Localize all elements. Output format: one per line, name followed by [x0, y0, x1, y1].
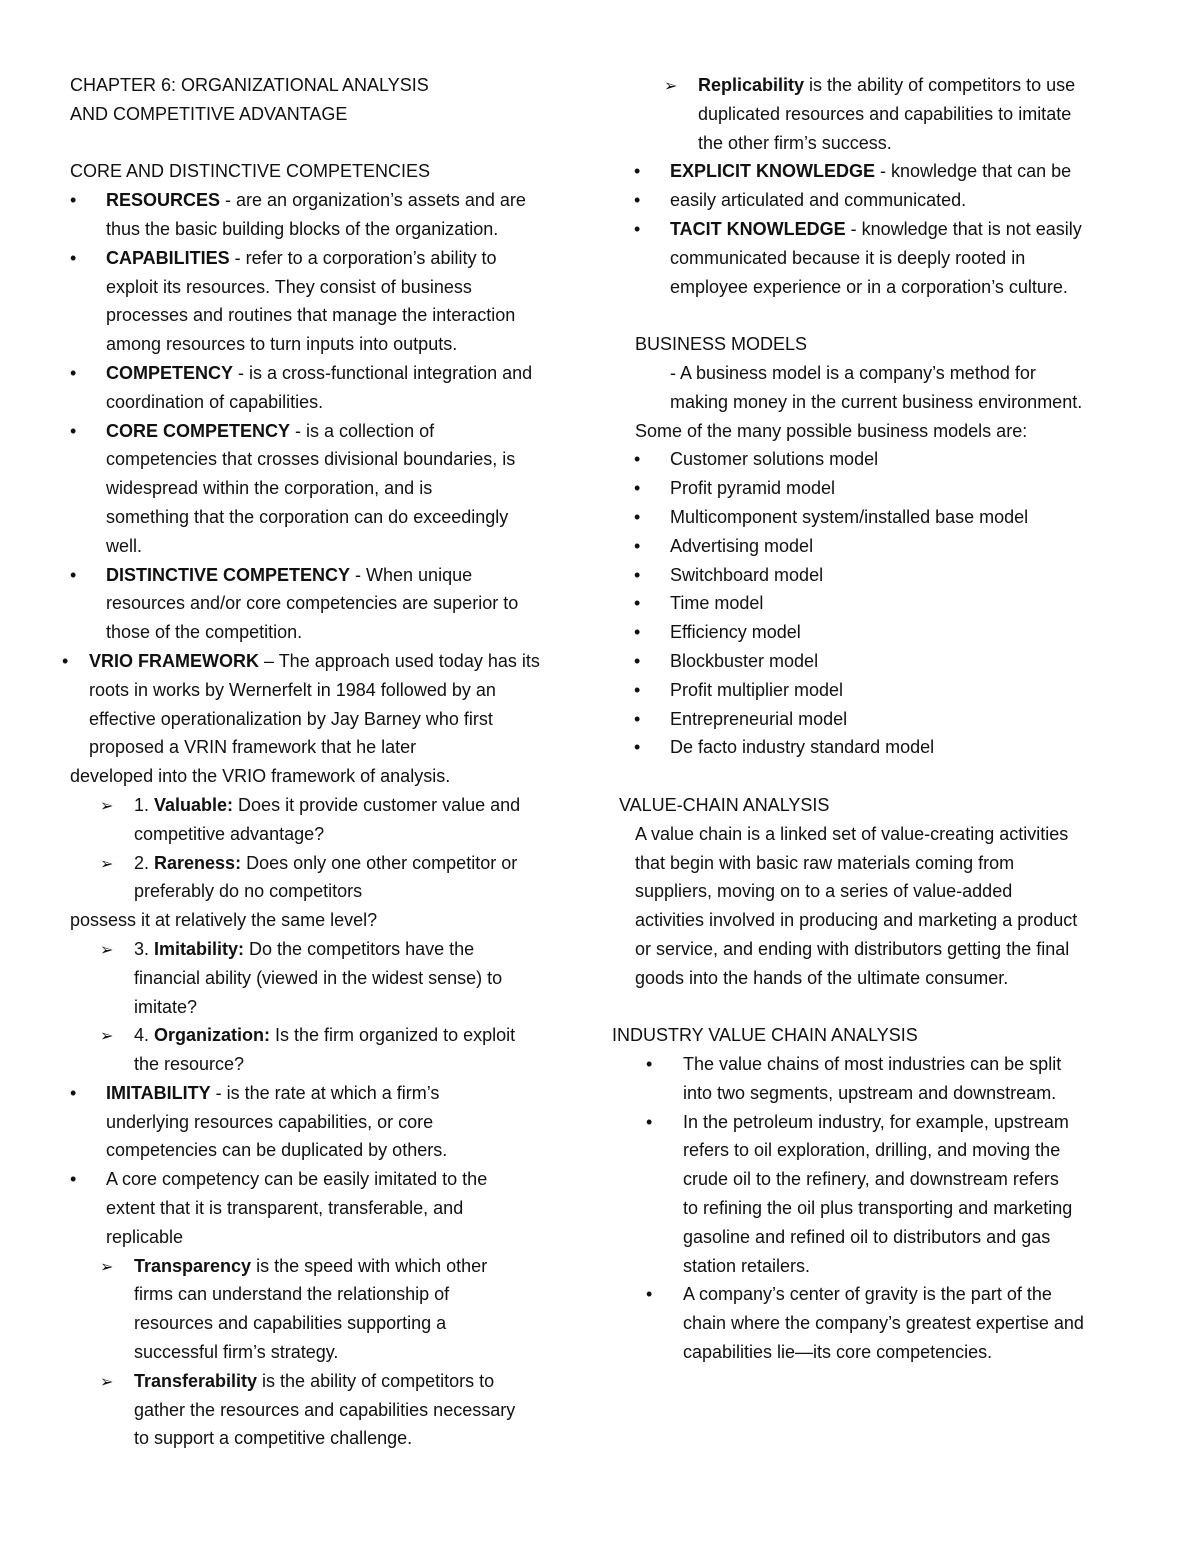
bullet-icon — [70, 244, 76, 273]
text: Is the firm organized to exploit — [270, 1025, 516, 1046]
text: to support a competitive challenge. — [134, 1428, 413, 1449]
bullet-icon — [62, 647, 68, 676]
value-chain-text-line: activities involved in producing and marketing a product — [635, 910, 1078, 931]
business-model-label: Profit pyramid model — [670, 478, 836, 499]
text: well. — [106, 535, 143, 556]
text: is the speed with which other — [251, 1255, 488, 1276]
text: easily articulated and communicated. — [670, 190, 967, 211]
business-model-label: Advertising model — [670, 535, 814, 556]
text: duplicated resources and capabilities to imitate — [698, 103, 1072, 124]
vrio-item-imitability — [70, 935, 570, 1021]
text: communicated because it is deeply rooted in — [670, 247, 1026, 268]
business-model-label: Multicomponent system/installed base model — [670, 506, 1029, 527]
bullet-icon — [634, 532, 640, 561]
bullet-icon — [634, 676, 640, 705]
text: - knowledge that can be — [875, 161, 1072, 182]
bullet-icon — [634, 705, 640, 734]
text: - is a cross-functional integration and — [233, 362, 533, 383]
ivca-text-line: The value chains of most industries can be split — [683, 1054, 1062, 1075]
business-model-label: Customer solutions model — [670, 449, 879, 470]
list-item-resources — [70, 186, 570, 244]
text: resources and capabilities supporting a — [134, 1313, 447, 1334]
text: Does only one other competitor or — [241, 852, 518, 873]
left-column — [70, 71, 570, 1453]
value-chain-text-line: that begin with basic raw materials coming from — [635, 852, 1015, 873]
term-distinctive-competency: DISTINCTIVE COMPETENCY — [106, 564, 351, 585]
text: roots in works by Wernerfelt in 1984 followed by an — [89, 679, 496, 700]
text: Do the competitors have the — [244, 938, 475, 959]
section-heading-business-models: BUSINESS MODELS — [635, 334, 808, 355]
list-item-ivca-3 — [612, 1280, 1137, 1366]
value-chain-text-line: or service, and ending with distributors getting the final — [635, 938, 1070, 959]
list-item-business-model — [612, 618, 1137, 647]
term-valuable: Valuable: — [154, 794, 234, 815]
text: 2. — [134, 852, 155, 873]
text: - knowledge that is not easily — [845, 218, 1082, 239]
business-model-label: Blockbuster model — [670, 650, 819, 671]
ivca-text-line: capabilities lie—its core competencies. — [683, 1342, 993, 1363]
bullet-icon — [70, 1079, 76, 1108]
bullet-icon — [634, 474, 640, 503]
term-transferability: Transferability — [134, 1370, 258, 1391]
text: underlying resources capabilities, or core — [106, 1111, 434, 1132]
term-competency: COMPETENCY — [106, 362, 234, 383]
vrio-item-valuable — [70, 791, 570, 849]
term-explicit-knowledge: EXPLICIT KNOWLEDGE — [670, 161, 876, 182]
list-item-core-imitated — [70, 1165, 570, 1251]
business-model-label: Efficiency model — [670, 622, 801, 643]
ivca-text-line: A company’s center of gravity is the part of the — [683, 1284, 1052, 1305]
sub-item-replicability — [612, 71, 1137, 157]
list-item-distinctive-competency — [70, 561, 570, 647]
bullet-icon — [70, 417, 76, 446]
ivca-text-line: refers to oil exploration, drilling, and moving the — [683, 1140, 1061, 1161]
term-capabilities: CAPABILITIES — [106, 247, 230, 268]
text: financial ability (viewed in the widest sense) to — [134, 967, 503, 988]
list-item-explicit-knowledge — [612, 157, 1137, 186]
bullet-icon — [634, 215, 640, 244]
list-item-ivca-2 — [612, 1108, 1137, 1281]
text: imitate? — [134, 996, 198, 1017]
bullet-icon — [634, 157, 640, 186]
sub-item-transferability — [70, 1367, 570, 1453]
text: effective operationalization by Jay Barney who first — [89, 708, 493, 729]
ivca-text-line: chain where the company’s greatest expertise and — [683, 1313, 1084, 1334]
bullet-icon — [634, 561, 640, 590]
bullet-icon — [634, 186, 640, 215]
list-item-imitability — [70, 1079, 570, 1165]
business-model-label: Entrepreneurial model — [670, 708, 848, 729]
text: proposed a VRIN framework that he later — [89, 737, 417, 758]
bullet-icon — [646, 1280, 652, 1309]
sub-item-transparency — [70, 1252, 570, 1367]
list-item-vrio-framework — [62, 647, 570, 762]
text: those of the competition. — [106, 622, 303, 643]
text: is the ability of competitors to — [257, 1370, 495, 1391]
text: - When unique — [350, 564, 473, 585]
term-core-competency: CORE COMPETENCY — [106, 420, 291, 441]
bullet-icon — [634, 647, 640, 676]
value-chain-text-line: goods into the hands of the ultimate consumer. — [635, 967, 1009, 988]
list-item-business-model — [612, 733, 1137, 762]
list-item-capabilities — [70, 244, 570, 359]
list-item-core-competency — [70, 417, 570, 561]
term-tacit-knowledge: TACIT KNOWLEDGE — [670, 218, 846, 239]
vrio-item-rareness — [70, 849, 570, 907]
text: - refer to a corporation’s ability to — [229, 247, 497, 268]
text: 3. — [134, 938, 155, 959]
text: - are an organization’s assets and are — [220, 190, 526, 211]
list-item-business-model — [612, 705, 1137, 734]
term-replicability: Replicability — [698, 75, 805, 95]
list-item-ivca-1 — [612, 1050, 1137, 1108]
chapter-title-line-1: CHAPTER 6: ORGANIZATIONAL ANALYSIS — [70, 75, 429, 95]
value-chain-paragraph — [612, 820, 1137, 993]
ivca-text-line: station retailers. — [683, 1255, 811, 1276]
text: the other firm’s success. — [698, 132, 892, 153]
vrio-item-organization — [70, 1021, 570, 1079]
text: coordination of capabilities. — [106, 391, 324, 412]
business-model-label: Profit multiplier model — [670, 679, 844, 700]
term-imitability: IMITABILITY — [106, 1082, 211, 1103]
text: exploit its resources. They consist of business — [106, 276, 472, 297]
arrow-bullet-icon — [100, 849, 113, 880]
ivca-text-line: to refining the oil plus transporting and marketing — [683, 1198, 1073, 1219]
term-rareness: Rareness: — [154, 852, 242, 873]
text: competencies that crosses divisional boundaries, is — [106, 449, 516, 470]
text: processes and routines that manage the interaction — [106, 305, 516, 326]
text: among resources to turn inputs into outputs. — [106, 334, 458, 355]
list-item-business-model — [612, 474, 1137, 503]
list-item-business-model — [612, 589, 1137, 618]
text: A core competency can be easily imitated to the — [106, 1169, 488, 1190]
section-heading-core-distinctive: CORE AND DISTINCTIVE COMPETENCIES — [70, 161, 431, 182]
business-models-list — [612, 445, 1137, 762]
text: employee experience or in a corporation’s culture. — [670, 276, 1068, 297]
arrow-bullet-icon — [100, 791, 113, 822]
bullet-icon — [634, 618, 640, 647]
bullet-icon — [70, 1165, 76, 1194]
arrow-bullet-icon — [100, 1021, 113, 1052]
value-chain-text-line: A value chain is a linked set of value-creating activities — [635, 823, 1069, 844]
chapter-title-line-2: AND COMPETITIVE ADVANTAGE — [70, 103, 348, 124]
arrow-bullet-icon — [100, 1252, 113, 1283]
term-vrio-framework: VRIO FRAMEWORK — [89, 650, 259, 671]
arrow-bullet-icon — [100, 1367, 113, 1398]
bullet-icon — [70, 359, 76, 388]
text: Some of the many possible business models are: — [635, 420, 1028, 441]
text: - A business model is a company’s method for — [670, 362, 1036, 383]
list-item-business-model — [612, 503, 1137, 532]
text: the resource? — [134, 1054, 245, 1075]
term-imitability-q: Imitability: — [154, 938, 245, 959]
list-item-business-model — [612, 445, 1137, 474]
list-item-competency — [70, 359, 570, 417]
list-item-tacit-knowledge — [612, 215, 1137, 301]
list-item-business-model — [612, 676, 1137, 705]
text: possess it at relatively the same level? — [70, 910, 378, 931]
text: preferably do no competitors — [134, 881, 363, 902]
bullet-icon — [634, 503, 640, 532]
bullet-icon — [646, 1108, 652, 1137]
business-model-label: Switchboard model — [670, 564, 824, 585]
bullet-icon — [634, 445, 640, 474]
ivca-text-line: In the petroleum industry, for example, upstream — [683, 1111, 1069, 1132]
text: is the ability of competitors to use — [804, 75, 1076, 95]
text: developed into the VRIO framework of analysis. — [70, 766, 451, 787]
list-item-business-model — [612, 561, 1137, 590]
text: - is a collection of — [290, 420, 435, 441]
term-transparency: Transparency — [134, 1255, 252, 1276]
bullet-icon — [634, 589, 640, 618]
list-item-explicit-knowledge-2 — [612, 186, 1137, 215]
business-model-label: Time model — [670, 593, 764, 614]
text: widespread within the corporation, and is — [106, 478, 433, 499]
ivca-text-line: crude oil to the refinery, and downstream refers — [683, 1169, 1059, 1190]
bullet-icon — [70, 561, 76, 590]
text: successful firm’s strategy. — [134, 1342, 339, 1363]
text: replicable — [106, 1226, 184, 1247]
term-organization: Organization: — [154, 1025, 271, 1046]
term-resources: RESOURCES — [106, 190, 221, 211]
ivca-text-line: into two segments, upstream and downstream. — [683, 1082, 1057, 1103]
text: competitive advantage? — [134, 823, 325, 844]
section-heading-value-chain: VALUE-CHAIN ANALYSIS — [619, 794, 830, 815]
text: firms can understand the relationship of — [134, 1284, 450, 1305]
text: – The approach used today has its — [259, 650, 540, 671]
ivca-text-line: gasoline and refined oil to distributors and gas — [683, 1226, 1051, 1247]
text: extent that it is transparent, transferable, and — [106, 1198, 464, 1219]
arrow-bullet-icon — [100, 935, 113, 966]
text: 4. — [134, 1025, 155, 1046]
list-item-business-model — [612, 532, 1137, 561]
text: Does it provide customer value and — [233, 794, 521, 815]
text: - is the rate at which a firm’s — [210, 1082, 440, 1103]
text: gather the resources and capabilities necessary — [134, 1399, 516, 1420]
text: making money in the current business environment. — [670, 391, 1083, 412]
section-heading-industry-value-chain: INDUSTRY VALUE CHAIN ANALYSIS — [612, 1025, 918, 1046]
arrow-bullet-icon — [664, 71, 677, 102]
text: thus the basic building blocks of the organization. — [106, 218, 499, 239]
right-column — [612, 71, 1137, 1367]
value-chain-text-line: suppliers, moving on to a series of value-added — [635, 881, 1013, 902]
text: 1. — [134, 794, 155, 815]
text: something that the corporation can do exceedingly — [106, 506, 509, 527]
text: resources and/or core competencies are superior to — [106, 593, 519, 614]
bullet-icon — [634, 733, 640, 762]
text: competencies can be duplicated by others. — [106, 1140, 448, 1161]
business-model-label: De facto industry standard model — [670, 737, 935, 758]
bullet-icon — [70, 186, 76, 215]
bullet-icon — [646, 1050, 652, 1079]
list-item-business-model — [612, 647, 1137, 676]
